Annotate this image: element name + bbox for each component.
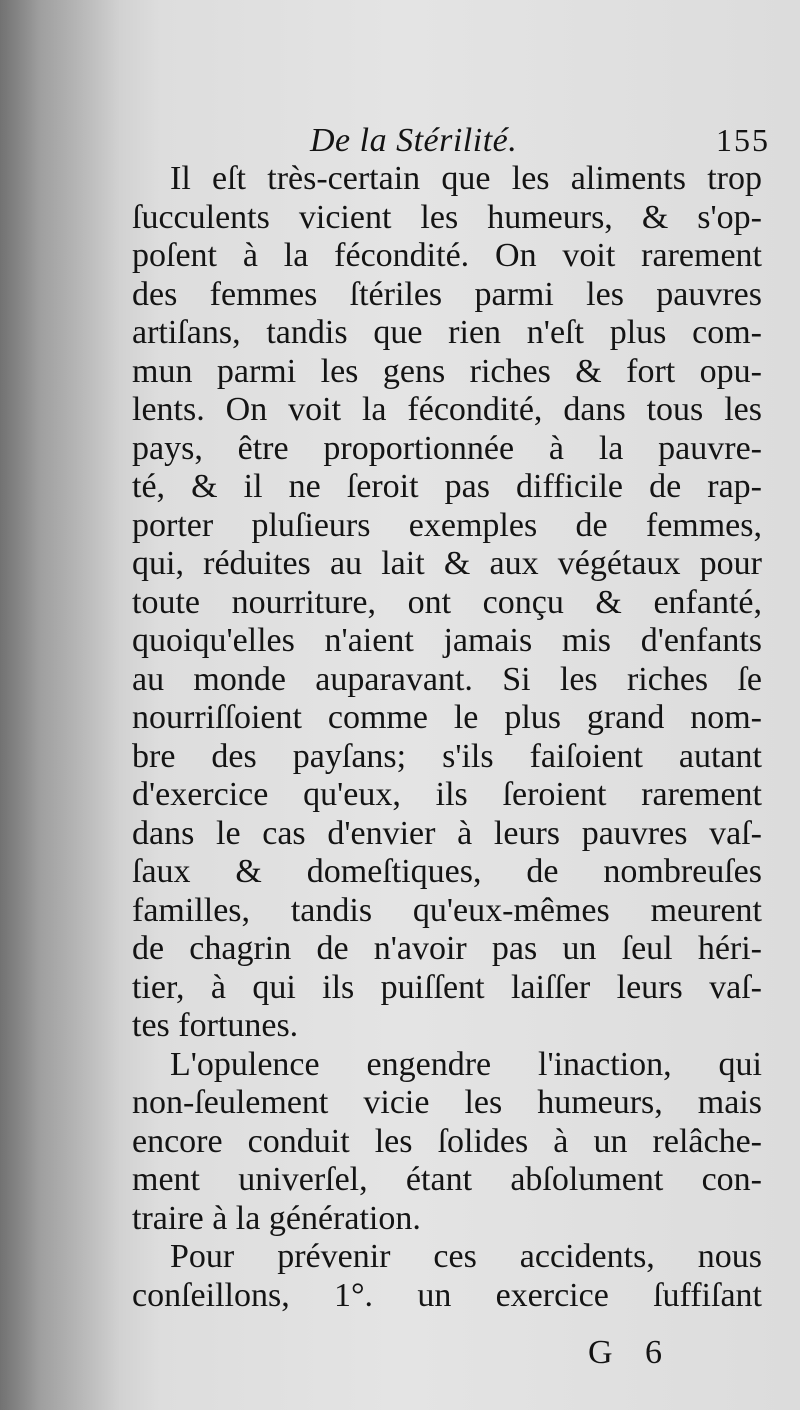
text-line: ſucculents vicient les humeurs, & s'op- (132, 198, 762, 236)
text-line: familles, tandis qu'eux-mêmes meurent (132, 891, 762, 929)
signature-mark: G 6 (588, 1334, 675, 1371)
text-line: tier, à qui ils puiſſent laiſſer leurs vaſ- (132, 968, 762, 1006)
text-line: Pour prévenir ces accidents, nous (170, 1238, 762, 1275)
text-line: dans le cas d'envier à leurs pauvres vaſ- (132, 814, 762, 852)
paragraph (132, 1238, 762, 1315)
text-line: L'opulence engendre l'inaction, qui (170, 1045, 762, 1083)
text-line: qui, réduites au lait & aux végétaux pour (132, 545, 762, 582)
body-text (132, 160, 762, 1315)
text-line: porter pluſieurs exemples de femmes, (132, 506, 762, 544)
text-line: toute nourriture, ont conçu & enfanté, (132, 583, 762, 621)
text-line: au monde auparavant. Si les riches ſe (132, 660, 762, 698)
text-line: quoiqu'elles n'aient jamais mis d'enfants (132, 622, 762, 659)
page-number: 155 (716, 122, 770, 158)
text-line: artiſans, tandis que rien n'eſt plus com- (132, 314, 762, 351)
text-line: de chagrin de n'avoir pas un ſeul héri- (132, 930, 762, 967)
running-title: De la Stérilité. (310, 122, 518, 159)
text-line: lents. On voit la fécondité, dans tous les (132, 391, 762, 428)
text-line: té, & il ne ſeroit pas difficile de rap- (132, 468, 762, 505)
text-line: non-ſeulement vicie les humeurs, mais (132, 1084, 762, 1121)
text-line: poſent à la fécondité. On voit rarement (132, 237, 762, 274)
text-line: ment univerſel, étant abſolument con- (132, 1161, 762, 1198)
text-line: ſaux & domeſtiques, de nombreuſes (132, 853, 762, 890)
text-line: mun parmi les gens riches & fort opu- (132, 352, 762, 390)
page-header (300, 122, 780, 162)
paragraph (132, 160, 762, 1046)
text-line: pays, être proportionnée à la pauvre- (132, 429, 762, 467)
text-line: traire à la génération. (132, 1199, 421, 1237)
text-line: d'exercice qu'eux, ils ſeroient rarement (132, 776, 762, 813)
text-line: tes fortunes. (132, 1007, 299, 1044)
text-line: des femmes ſtériles parmi les pauvres (132, 275, 762, 313)
text-line: bre des payſans; s'ils faiſoient autant (132, 737, 762, 775)
text-line: conſeillons, 1°. un exercice ſuffiſant (132, 1276, 762, 1314)
text-line: Il eſt très-certain que les aliments trop (170, 160, 762, 197)
paragraph (132, 1046, 762, 1239)
page-gutter-shadow (0, 0, 120, 1410)
text-line: encore conduit les ſolides à un relâche- (132, 1122, 762, 1160)
text-line: nourriſſoient comme le plus grand nom- (132, 699, 762, 736)
